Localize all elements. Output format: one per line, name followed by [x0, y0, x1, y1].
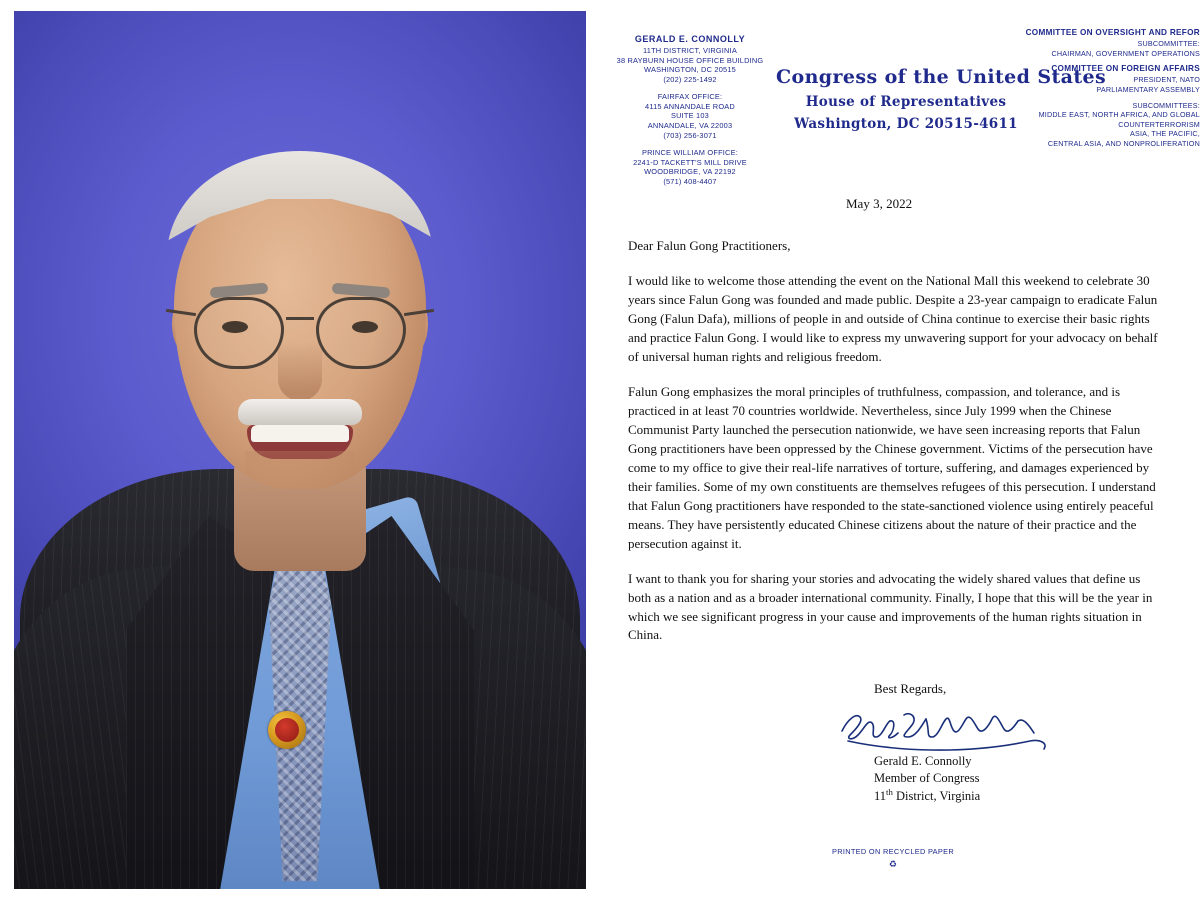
nato-role-line-1: PRESIDENT, NATO	[1133, 75, 1200, 85]
letter-closing: Best Regards,	[874, 681, 947, 697]
recycle-icon: ♻	[888, 859, 898, 869]
fairfax-office-phone: (703) 256-3071	[663, 131, 717, 140]
prince-william-office-line-2: WOODBRIDGE, VA 22192	[644, 167, 736, 177]
mustache	[238, 399, 362, 425]
letterhead-left-block	[592, 34, 788, 187]
signature-district	[874, 787, 1172, 805]
portrait-figure	[14, 11, 586, 889]
letter-paragraph-1: I would like to welcome those attending the event on the National Mall this weekend to celebrate 30 years since Falun Gong was founded and made public. Despite a 23-year campaign to eradicate Falun Gong (Falun Dafa), millions of people in and outside of China continue to exercise their basic rights and practice Falun Gong. I would like to express my unwavering support for your advocacy on behalf of universal human rights and religious freedom.	[628, 273, 1158, 364]
signature-block	[874, 753, 1172, 805]
signature-title: Member of Congress	[874, 771, 980, 786]
chamber-title: House of Representatives	[805, 94, 1007, 110]
nose	[278, 341, 322, 401]
lens-left	[194, 297, 284, 369]
signature-district-ordinal: th	[886, 787, 893, 798]
teeth	[251, 425, 349, 442]
foreign-affairs-sub-3: ASIA, THE PACIFIC,	[1129, 129, 1200, 139]
fairfax-office-line-3: ANNANDALE, VA 22003	[647, 121, 733, 131]
committee-oversight-sub: CHAIRMAN, GOVERNMENT OPERATIONS	[1051, 48, 1200, 58]
foreign-affairs-sub-1: MIDDLE EAST, NORTH AFRICA, AND GLOBAL	[1038, 110, 1200, 120]
committee-oversight: COMMITTEE ON OVERSIGHT AND REFOR	[1025, 28, 1200, 37]
foreign-affairs-sub-4: CENTRAL ASIA, AND NONPROLIFERATION	[1047, 139, 1200, 149]
glasses-temple-right	[404, 309, 434, 316]
letter-pane	[586, 0, 1200, 900]
fairfax-office-label: FAIRFAX OFFICE:	[657, 91, 723, 101]
dc-office-line-2: WASHINGTON, DC 20515	[644, 65, 736, 75]
letter-date: May 3, 2022	[846, 196, 913, 211]
dc-office-phone: (202) 225-1492	[663, 75, 717, 85]
dc-office-line-1: 38 RAYBURN HOUSE OFFICE BUILDING	[616, 55, 764, 65]
committee-foreign-affairs-sub-label: SUBCOMMITTEES:	[1132, 100, 1200, 110]
foreign-affairs-sub-2: COUNTERTERRORISM	[1118, 119, 1200, 129]
prince-william-office-label: PRINCE WILLIAM OFFICE:	[642, 147, 738, 157]
letter-body	[614, 196, 1172, 806]
prince-william-office-line-1: 2241-D TACKETT'S MILL DRIVE	[633, 157, 747, 167]
letter-paragraph-3: I want to thank you for sharing your stories and advocating the widely shared values that define us both as a nation and as a broader international community. Finally, I hope that this will be the year in which we see significant progress in your cause and improvements of the human rights situation in China.	[628, 570, 1153, 643]
committee-oversight-sub-label: SUBCOMMITTEE:	[1137, 38, 1200, 48]
recycled-paper-note: PRINTED ON RECYCLED PAPER	[832, 847, 954, 856]
member-name: GERALD E. CONNOLLY	[634, 34, 746, 44]
address-title: Washington, DC 20515-4611	[794, 116, 1018, 132]
letter-paragraph-2: Falun Gong emphasizes the moral principles of truthfulness, compassion, and tolerance, and is practiced in at least 70 countries worldwide. Nevertheless, since July 1999 when the Chinese Communist Party launched the persecution nationwide, we have seen increasing reports that Falun Gong practitioners have been oppressed by the Chinese government. Victims of the persecution have come to my office to give their real-life narratives of torture, suffering, and damages experienced by their families. Some of my own constituents are themselves refugees of this persecution. I understand that Falun Gong practitioners have responded to the state-sanctioned violence using entirely peaceful means. They have persistently educated Chinese citizens about the nature of their practice and the persecution against it.	[628, 383, 1156, 551]
glasses-temple-left	[166, 309, 196, 316]
letterhead	[586, 0, 1200, 200]
signature-name: Gerald E. Connolly	[874, 754, 972, 769]
congress-title: Congress of the United States	[776, 66, 1107, 88]
letter-salutation: Dear Falun Gong Practitioners,	[628, 238, 791, 253]
chin	[245, 451, 355, 487]
fairfax-office-line-1: 4115 ANNANDALE ROAD	[645, 101, 735, 111]
prince-william-office-phone: (571) 408-4407	[663, 177, 717, 187]
official-portrait-photo	[14, 11, 586, 889]
lens-right	[316, 297, 406, 369]
fairfax-office-line-2: SUITE 103	[671, 111, 709, 121]
glasses-bridge	[286, 317, 314, 320]
committee-foreign-affairs: COMMITTEE ON FOREIGN AFFAIRS	[1051, 64, 1200, 74]
letter-footer	[586, 847, 1200, 870]
portrait-pane	[0, 0, 586, 900]
member-district: 11TH DISTRICT, VIRGINIA	[643, 45, 737, 55]
signature-district-text: District, Virginia	[892, 789, 981, 804]
handwritten-signature-icon	[834, 697, 1084, 767]
nato-role-line-2: PARLIAMENTARY ASSEMBLY	[1096, 84, 1200, 94]
signature-district-number: 11	[874, 789, 887, 804]
letterhead-right-block	[970, 28, 1200, 149]
